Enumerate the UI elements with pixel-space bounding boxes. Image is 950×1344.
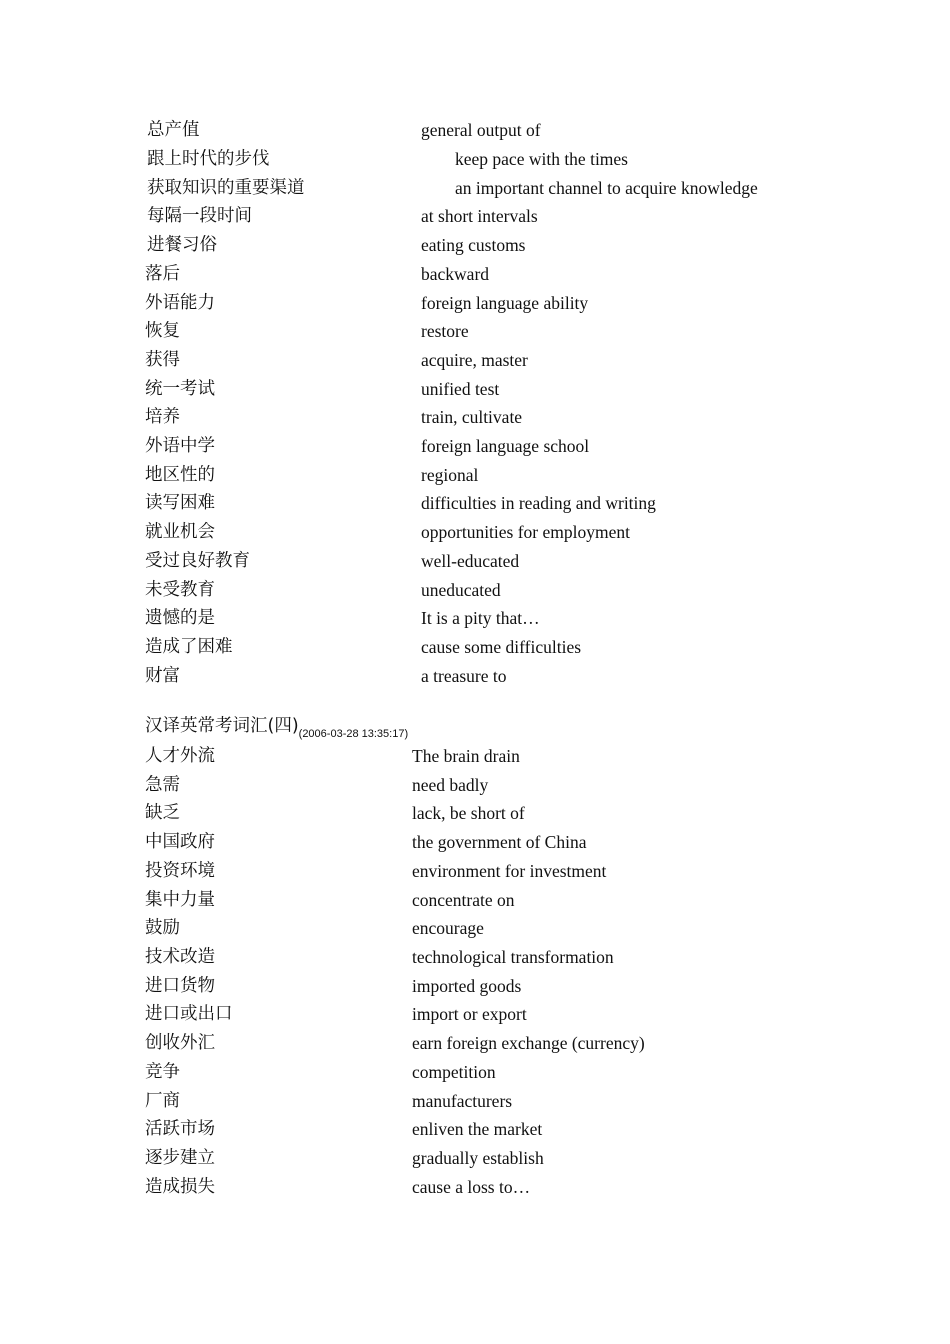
term-en: technological transformation — [412, 947, 614, 967]
term-zh: 进餐习俗 — [147, 235, 217, 255]
term-zh: 竞争 — [145, 1062, 180, 1082]
term-zh: 外语中学 — [145, 436, 215, 456]
term-zh: 遗憾的是 — [145, 608, 215, 628]
term-zh: 培养 — [145, 407, 180, 427]
term-zh: 落后 — [145, 264, 180, 284]
section-heading — [145, 711, 408, 741]
term-en: import or export — [412, 1004, 527, 1024]
term-zh: 投资环境 — [145, 861, 215, 881]
term-en: cause a loss to… — [412, 1177, 531, 1197]
term-zh: 中国政府 — [145, 832, 215, 852]
term-zh: 就业机会 — [145, 522, 215, 542]
term-en: need badly — [412, 775, 489, 795]
term-zh: 获取知识的重要渠道 — [147, 178, 305, 198]
term-en: regional — [421, 465, 479, 485]
term-zh: 受过良好教育 — [145, 551, 250, 571]
term-en: keep pace with the times — [455, 149, 628, 169]
term-zh: 厂商 — [145, 1091, 180, 1111]
term-en: cause some difficulties — [421, 637, 582, 657]
heading-timestamp: (2006-03-28 13:35:17) — [298, 728, 409, 740]
term-en: foreign language school — [421, 436, 590, 456]
term-en: at short intervals — [421, 206, 538, 226]
term-en: opportunities for employment — [421, 522, 630, 542]
term-en: uneducated — [421, 580, 501, 600]
term-en: gradually establish — [412, 1148, 544, 1168]
term-zh: 财富 — [145, 666, 180, 686]
term-zh: 人才外流 — [145, 746, 215, 766]
term-en: eating customs — [421, 235, 526, 255]
term-zh: 每隔一段时间 — [147, 206, 252, 226]
term-en: earn foreign exchange (currency) — [412, 1033, 645, 1053]
term-en: It is a pity that… — [421, 608, 540, 628]
term-en: backward — [421, 264, 490, 284]
term-en: the government of China — [412, 832, 587, 852]
term-zh: 未受教育 — [145, 580, 215, 600]
term-zh: 统一考试 — [145, 379, 215, 399]
term-en: environment for investment — [412, 861, 607, 881]
term-en: imported goods — [412, 976, 522, 996]
term-zh: 活跃市场 — [145, 1119, 215, 1139]
term-zh: 外语能力 — [145, 293, 215, 313]
term-zh: 地区性的 — [145, 465, 215, 485]
term-zh: 技术改造 — [145, 947, 215, 967]
term-zh: 集中力量 — [145, 890, 215, 910]
term-en: competition — [412, 1062, 496, 1082]
term-zh: 恢复 — [145, 321, 180, 341]
term-en: an important channel to acquire knowledge — [455, 178, 758, 198]
term-zh: 造成了困难 — [145, 637, 233, 657]
term-en: encourage — [412, 918, 484, 938]
term-zh: 鼓励 — [145, 918, 180, 938]
term-en: restore — [421, 321, 469, 341]
term-zh: 创收外汇 — [145, 1033, 215, 1053]
term-en: train, cultivate — [421, 407, 523, 427]
term-zh: 跟上时代的步伐 — [147, 149, 270, 169]
term-en: The brain drain — [412, 746, 520, 766]
term-en: well-educated — [421, 551, 520, 571]
term-zh: 总产值 — [147, 120, 200, 140]
term-zh: 逐步建立 — [145, 1148, 215, 1168]
term-en: acquire, master — [421, 350, 528, 370]
term-en: unified test — [421, 379, 500, 399]
term-en: foreign language ability — [421, 293, 589, 313]
heading-title: 汉译英常考词汇(四) — [145, 716, 299, 736]
term-en: concentrate on — [412, 890, 515, 910]
term-zh: 获得 — [145, 350, 180, 370]
term-zh: 进口货物 — [145, 976, 215, 996]
term-zh: 缺乏 — [145, 803, 180, 823]
term-zh: 造成损失 — [145, 1177, 215, 1197]
term-en: enliven the market — [412, 1119, 543, 1139]
term-en: manufacturers — [412, 1091, 513, 1111]
term-en: lack, be short of — [412, 803, 525, 823]
term-en: difficulties in reading and writing — [421, 493, 656, 513]
term-zh: 进口或出口 — [145, 1004, 233, 1024]
term-zh: 读写困难 — [145, 493, 215, 513]
term-en: general output of — [421, 120, 541, 140]
term-en: a treasure to — [421, 666, 507, 686]
term-zh: 急需 — [145, 775, 180, 795]
